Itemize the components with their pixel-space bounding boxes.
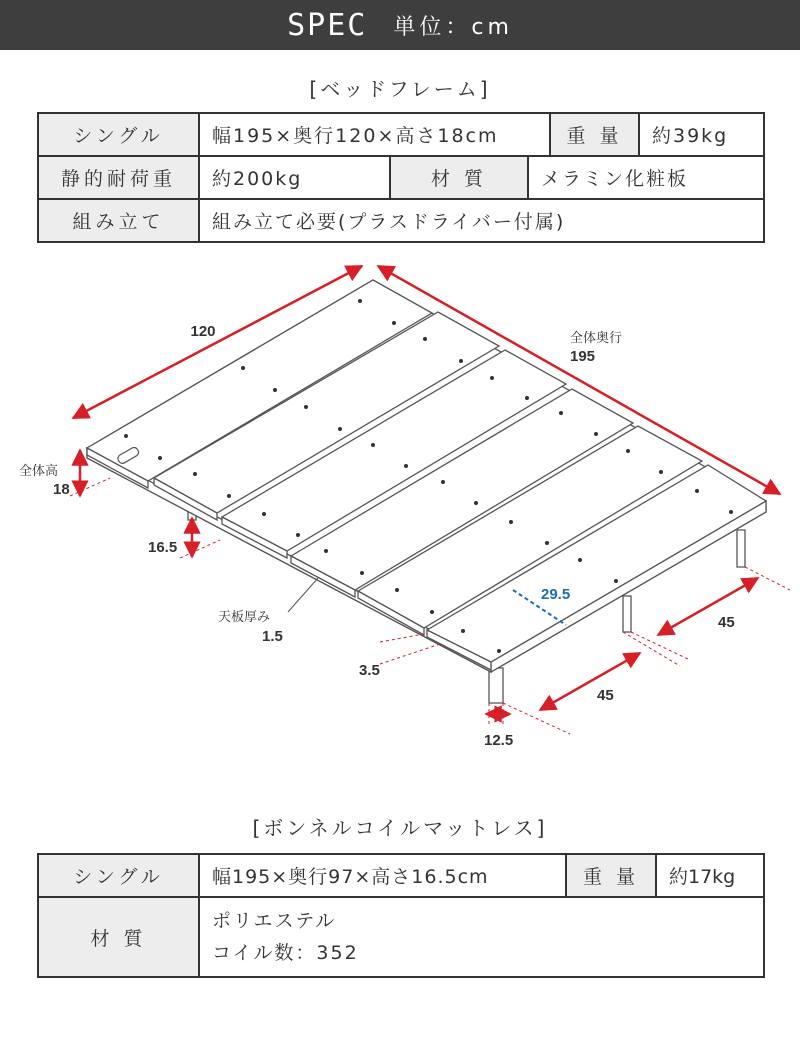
- mattress-material-line2: コイル数：352: [212, 942, 359, 964]
- mattress-size-value: 幅195×奥行97×高さ16.5cm: [199, 854, 566, 897]
- weight-value: 約39kg: [639, 113, 764, 156]
- depth-label: 全体奥行: [570, 331, 623, 346]
- height-label: 全体高: [19, 464, 59, 479]
- material-label: 材 質: [390, 156, 528, 199]
- bed-frame-diagram: [0, 258, 800, 778]
- table-row: [38, 854, 764, 897]
- assembly-label: 組み立て: [38, 199, 199, 242]
- spec-header: [0, 0, 800, 50]
- depth-dim-label: 195: [570, 348, 596, 365]
- material-value: メラミン化粧板: [528, 156, 764, 199]
- thickness-leader: [288, 578, 318, 612]
- size-label: シングル: [38, 113, 199, 156]
- bed-frame-title: [ベッドフレーム]: [309, 77, 491, 101]
- slat-gap-label: 29.5: [541, 586, 571, 603]
- unit-label: 単位：cm: [393, 14, 513, 40]
- table-row: [38, 156, 764, 199]
- leg-width-label: 12.5: [484, 732, 514, 749]
- mattress-weight-value: 約17kg: [656, 854, 764, 897]
- weight-label: 重 量: [550, 113, 639, 156]
- table-row: [38, 113, 764, 156]
- mattress-material-value: [199, 897, 764, 977]
- leg-spacing-left-label: 45: [597, 687, 614, 704]
- spec-title: SPEC: [287, 7, 368, 43]
- load-label: 静的耐荷重: [38, 156, 199, 199]
- width-dim-label: 120: [190, 323, 216, 340]
- mattress-title: [ボンネルコイルマットレス]: [252, 816, 548, 840]
- bed-frame-spec-table: [37, 112, 765, 243]
- height-dim-label: 18: [53, 481, 70, 498]
- load-value: 約200kg: [199, 156, 390, 199]
- under-height-label: 16.5: [148, 539, 178, 556]
- table-row: [38, 897, 764, 977]
- board-thickness-label: 天板厚み: [218, 610, 271, 625]
- mattress-size-label: シングル: [38, 854, 199, 897]
- leg-spacing-right-label: 45: [718, 614, 735, 631]
- mattress-material-label: 材 質: [38, 897, 199, 977]
- mattress-weight-label: 重 量: [566, 854, 656, 897]
- mattress-spec-table: [37, 853, 765, 978]
- size-value: 幅195×奥行120×高さ18cm: [199, 113, 550, 156]
- board-thickness-value: 1.5: [262, 628, 283, 645]
- table-row: [38, 199, 764, 242]
- edge-offset-label: 3.5: [359, 662, 380, 679]
- mattress-material-line1: ポリエステル: [212, 910, 337, 932]
- assembly-value: 組み立て必要(プラスドライバー付属): [199, 199, 764, 242]
